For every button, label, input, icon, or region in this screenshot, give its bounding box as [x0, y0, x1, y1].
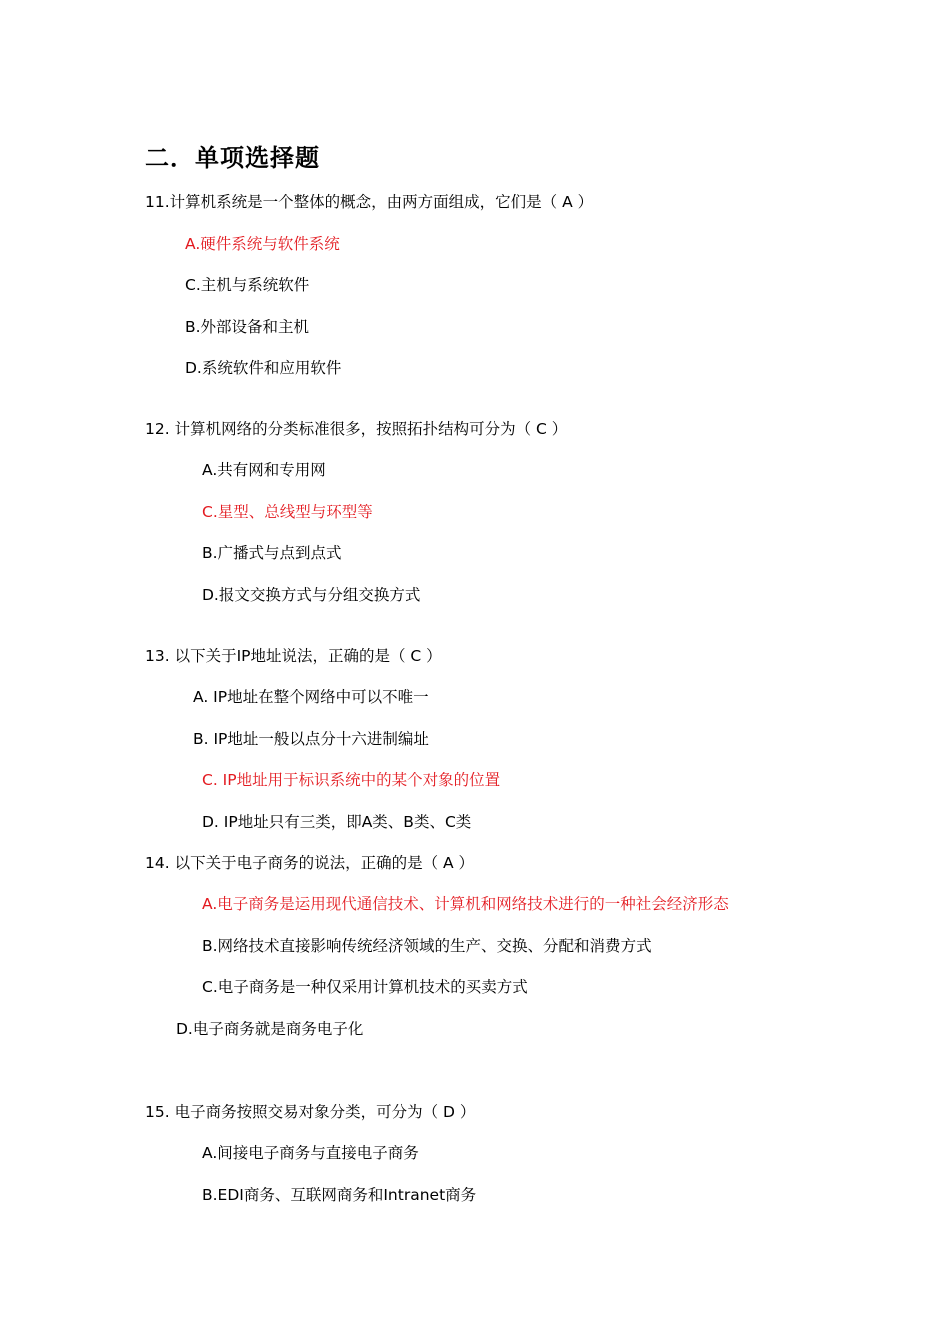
question-12-option-c: C.星型、总线型与环型等 — [202, 503, 373, 521]
question-13-stem: 13. 以下关于IP地址说法，正确的是（ C ） — [145, 647, 442, 665]
question-14-option-d: D.电子商务就是商务电子化 — [176, 1020, 364, 1038]
question-11-option-d: D.系统软件和应用软件 — [185, 359, 342, 377]
question-12-stem: 12. 计算机网络的分类标准很多，按照拓扑结构可分为（ C ） — [145, 420, 568, 438]
question-15-option-b: B.EDI商务、互联网商务和Intranet商务 — [202, 1186, 477, 1204]
question-14-option-a: A.电子商务是运用现代通信技术、计算机和网络技术进行的一种社会经济形态 — [202, 895, 729, 913]
question-12-option-b: B.广播式与点到点式 — [202, 544, 342, 562]
question-11-option-b: B.外部设备和主机 — [185, 318, 310, 336]
question-11-stem: 11.计算机系统是一个整体的概念，由两方面组成，它们是（ A ） — [145, 193, 594, 211]
question-13-option-c: C. IP地址用于标识系统中的某个对象的位置 — [202, 771, 501, 789]
question-14-option-c: C.电子商务是一种仅采用计算机技术的买卖方式 — [202, 978, 528, 996]
question-13-option-d: D. IP地址只有三类，即A类、B类、C类 — [202, 813, 472, 831]
question-13-option-b: B. IP地址一般以点分十六进制编址 — [193, 730, 429, 748]
question-15-option-a: A.间接电子商务与直接电子商务 — [202, 1144, 419, 1162]
question-12-option-d: D.报文交换方式与分组交换方式 — [202, 586, 421, 604]
question-11-option-a: A.硬件系统与软件系统 — [185, 235, 340, 253]
question-13-option-a: A. IP地址在整个网络中可以不唯一 — [193, 688, 429, 706]
question-11-option-c: C.主机与系统软件 — [185, 276, 310, 294]
question-15-stem: 15. 电子商务按照交易对象分类，可分为（ D ） — [145, 1103, 476, 1121]
question-14-option-b: B.网络技术直接影响传统经济领域的生产、交换、分配和消费方式 — [202, 937, 652, 955]
question-14-stem: 14. 以下关于电子商务的说法，正确的是（ A ） — [145, 854, 475, 872]
question-12-option-a: A.共有网和专用网 — [202, 461, 326, 479]
section-title: 二．单项选择题 — [145, 144, 320, 172]
